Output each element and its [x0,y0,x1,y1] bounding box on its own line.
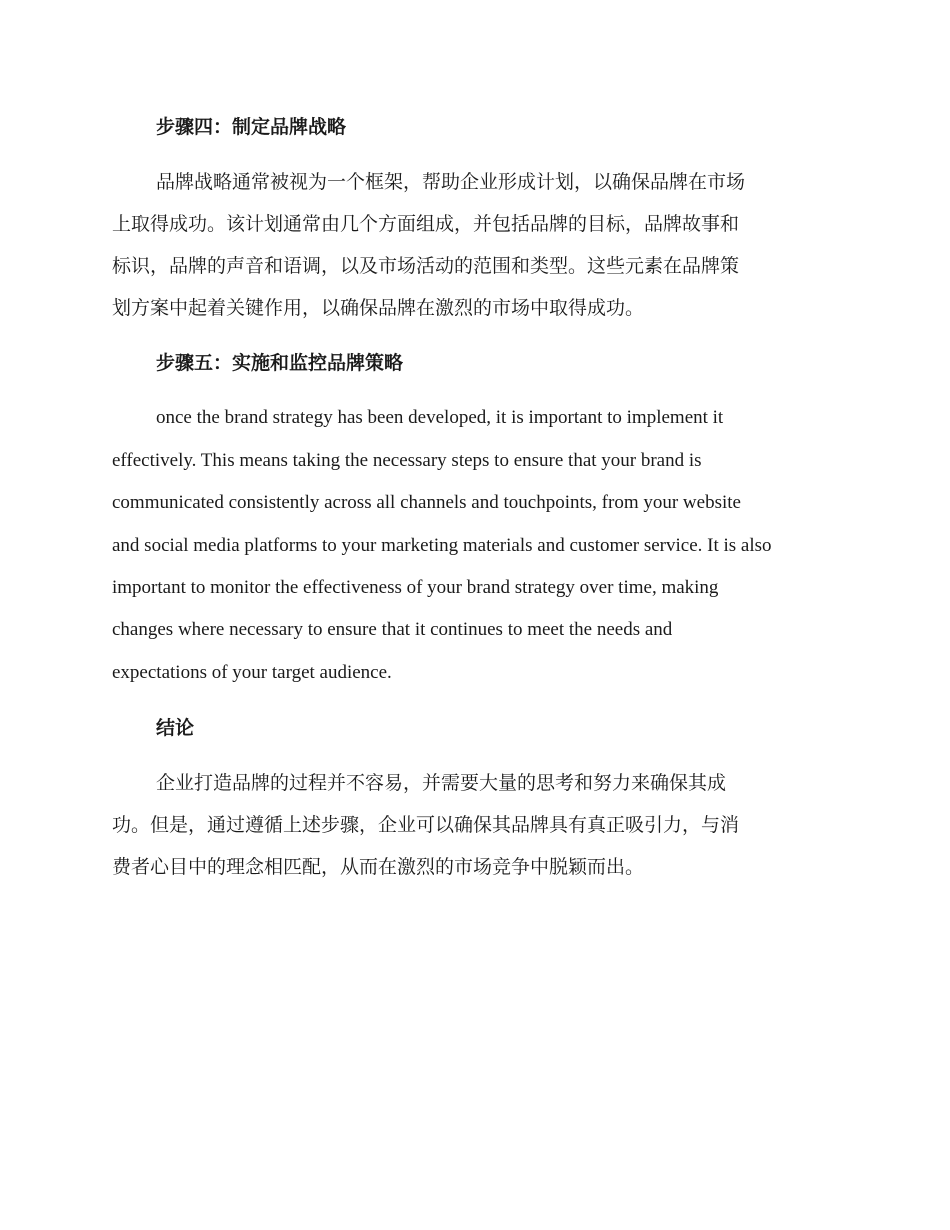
paragraph-line: 标识，品牌的声音和语调，以及市场活动的范围和类型。这些元素在品牌策 [112,255,740,277]
paragraph-line: 划方案中起着关键作用，以确保品牌在激烈的市场中取得成功。 [112,297,645,319]
paragraph-line: once the brand strategy has been developed, it is important to implement it [156,407,724,428]
paragraph-line: 功。但是，通过遵循上述步骤，企业可以确保其品牌具有真正吸引力，与消 [112,814,740,836]
paragraph-line: and social media platforms to your marketing materials and customer service. It is also [112,535,772,556]
paragraph-line: important to monitor the effectiveness of your brand strategy over time, making [112,577,719,598]
paragraph-line: changes where necessary to ensure that it continues to meet the needs and [112,619,673,640]
section-heading-step-four: 步骤四：制定品牌战略 [156,116,347,138]
paragraph-line: effectively. This means taking the necessary steps to ensure that your brand is [112,450,702,471]
paragraph-line: 企业打造品牌的过程并不容易，并需要大量的思考和努力来确保其成 [156,772,727,794]
section-heading-conclusion: 结论 [156,717,195,739]
paragraph-line: 上取得成功。该计划通常由几个方面组成，并包括品牌的目标，品牌故事和 [112,213,740,235]
paragraph-line: 费者心目中的理念相匹配，从而在激烈的市场竞争中脱颖而出。 [112,856,645,878]
paragraph-line: 品牌战略通常被视为一个框架，帮助企业形成计划，以确保品牌在市场 [156,171,746,193]
section-heading-step-five: 步骤五：实施和监控品牌策略 [156,352,404,374]
paragraph-line: communicated consistently across all channels and touchpoints, from your website [112,492,741,513]
paragraph-line: expectations of your target audience. [112,662,392,683]
